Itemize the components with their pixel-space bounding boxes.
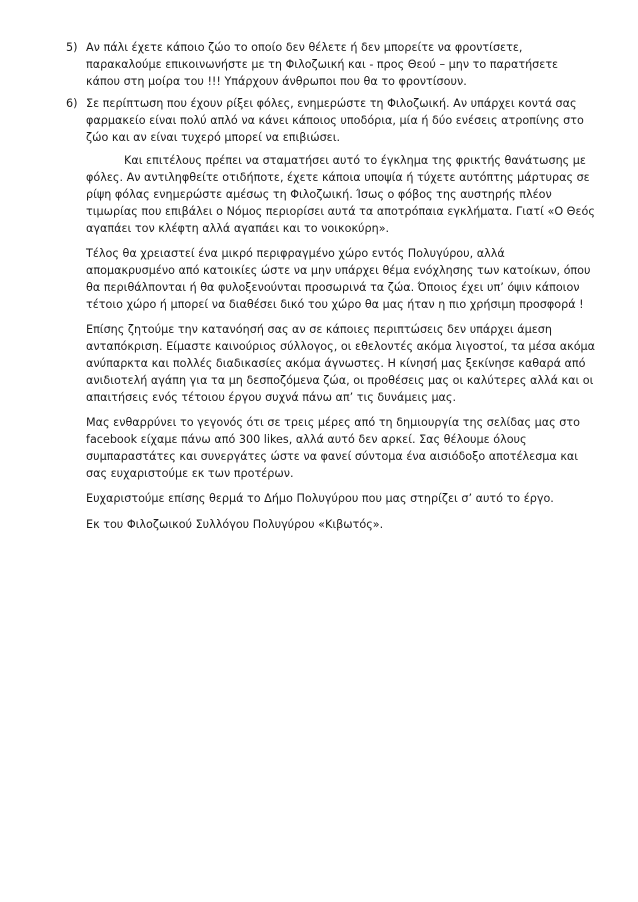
text-line: ανύπαρκτα και πολλές διαδικασίες ακόμα άγνωστες. Η κίνησή μας ξεκίνησε καθαρά από — [86, 357, 586, 370]
list-number: 5) — [66, 41, 78, 54]
text-line: απαιτήσεις ενός τέτοιου έργου συχνά πάνω απ’ τις δυνάμεις μας. — [86, 391, 457, 404]
paragraph-poison-crime — [86, 152, 595, 237]
text-line: τιμωρίας που επιβάλει ο Νόμος περιορίσει αυτά τα αποτρόπαια εγκλήματα. Γιατί «Ο Θεός — [86, 205, 595, 218]
text-line: παρακαλούμε επικοινωνήστε με τη Φιλοζωική και - προς Θεού – μην το παρατήσετε — [86, 58, 559, 71]
text-line: ζώο και αν είναι τυχερό μπορεί να επιβιώσει. — [86, 131, 341, 144]
text-line: αγαπάει τον κλέφτη αλλά αγαπάει και το νοικοκύρη». — [86, 222, 390, 235]
paragraph-thanks-municipality — [86, 490, 580, 507]
list-item-5 — [66, 39, 580, 90]
text-line: Και επιτέλους πρέπει να σταματήσει αυτό το έγκλημα της φρικτής θανάτωσης με — [124, 154, 586, 167]
text-line: Τέλος θα χρειαστεί ένα μικρό περιφραγμένο χώρο εντός Πολυγύρου, αλλά — [86, 247, 505, 260]
text-line: φόλες. Αν αντιληφθείτε οτιδήποτε, έχετε κάποια υποψία ή τύχετε αυτόπτης μάρτυρας σε — [86, 171, 590, 184]
text-line: απομακρυσμένο από κατοικίες ώστε να μην υπάρχει θέμα ενόχλησης των κατοίκων, όπου — [86, 264, 591, 277]
text-line: Ευχαριστούμε επίσης θερμά το Δήμο Πολυγύρου που μας στηρίζει σ’ αυτό το έργο. — [86, 492, 554, 505]
text-line: facebook είχαμε πάνω από 300 likes, αλλά αυτό δεν αρκεί. Σας θέλουμε όλους — [86, 433, 527, 446]
list-item-text — [86, 95, 584, 146]
list-item-6 — [66, 95, 584, 146]
text-line: Αν πάλι έχετε κάποιο ζώο το οποίο δεν θέλετε ή δεν μπορείτε να φροντίσετε, — [86, 41, 523, 54]
list-item-text — [86, 39, 580, 90]
text-line: Μας ενθαρρύνει το γεγονός ότι σε τρεις μέρες από τη δημιουργία της σελίδας μας στο — [86, 416, 580, 429]
text-line: τέτοιο χώρο ή μπορεί να διαθέσει δικό του χώρο θα μας ήταν η πιο χρήσιμη προσφορά ! — [86, 298, 584, 311]
paragraph-shelter-space — [86, 245, 591, 313]
paragraph-signature — [86, 516, 580, 533]
text-line: σας ευχαριστούμε εκ των προτέρων. — [86, 467, 294, 480]
text-line: ανιδιοτελή αγάπη για τα μη δεσποζόμενα ζώα, οι προθέσεις μας οι καλύτερες αλλά και οι — [86, 374, 594, 387]
text-line: φαρμακείο είναι πολύ απλό να κάνει κάποιος υποδόρια, μία ή δύο ενέσεις ατροπίνης στο — [86, 114, 584, 127]
text-line: θα περιθάλπονται ή θα φυλοξενούνται προσωρινά τα ζώα. Όποιος έχει υπ’ όψιν κάποιον — [86, 281, 580, 294]
list-number: 6) — [66, 97, 78, 110]
paragraph-understanding — [86, 321, 596, 406]
text-line: Σε περίπτωση που έχουν ρίξει φόλες, ενημερώστε τη Φιλοζωική. Αν υπάρχει κοντά σας — [86, 97, 577, 110]
text-line: κάπου στη μοίρα του !!! Υπάρχουν άνθρωποι που θα το φροντίσουν. — [86, 75, 467, 88]
text-line: Εκ του Φιλοζωικού Συλλόγου Πολυγύρου «Κιβωτός». — [86, 518, 384, 531]
paragraph-facebook-support — [86, 414, 580, 482]
text-line: Επίσης ζητούμε την κατανόησή σας αν σε κάποιες περιπτώσεις δεν υπάρχει άμεση — [86, 323, 552, 336]
text-line: ρίψη φόλας ενημερώστε αμέσως τη Φιλοζωική. Ίσως ο φόβος της αυστηρής πλέον — [86, 188, 552, 201]
text-line: συμπαραστάτες και συνεργάτες ώστε να φανεί σύντομα ένα αισιόδοξο αποτέλεσμα και — [86, 450, 579, 463]
text-line: ανταπόκριση. Είμαστε καινούριος σύλλογος, οι εθελοντές ακόμα λιγοστοί, τα μέσα ακόμα — [86, 340, 596, 353]
